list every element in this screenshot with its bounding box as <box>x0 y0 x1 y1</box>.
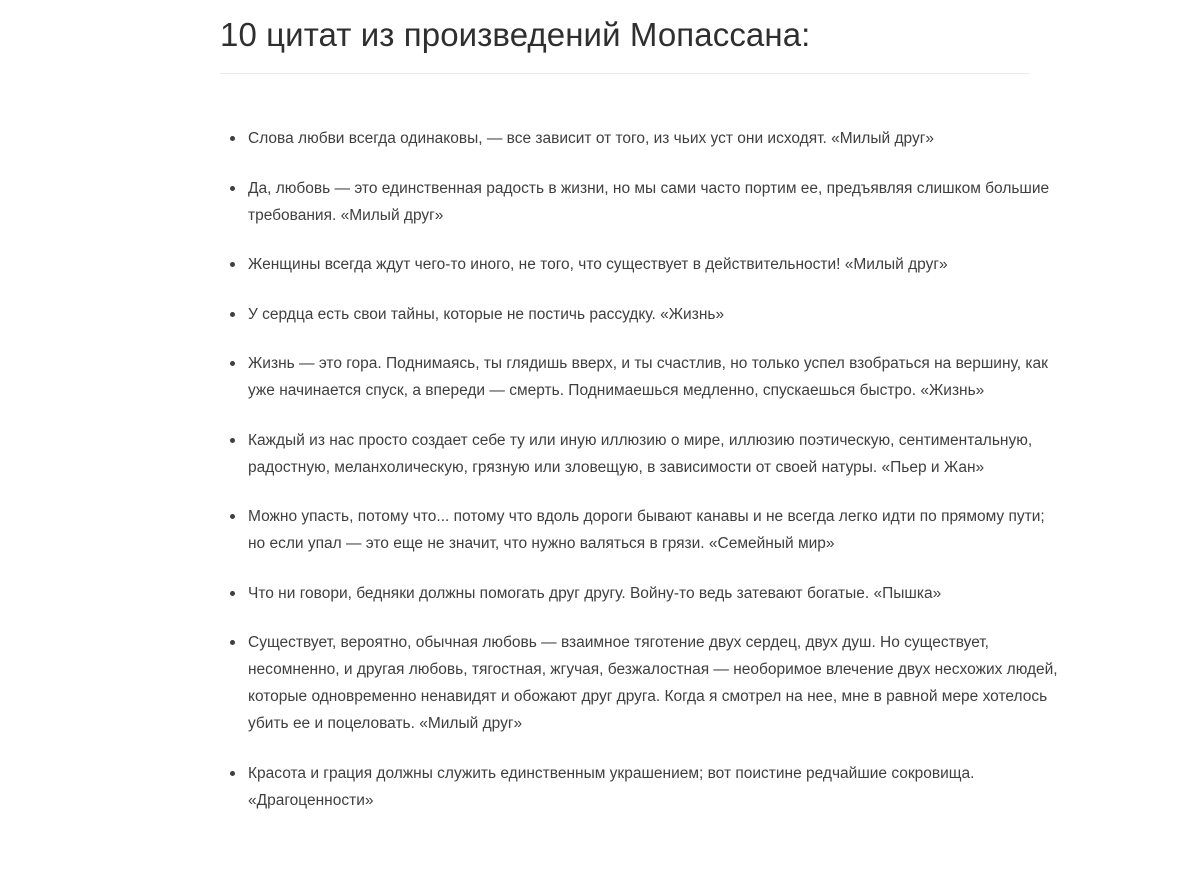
bullet-icon <box>230 591 235 596</box>
bullet-icon <box>230 262 235 267</box>
article <box>220 0 1060 836</box>
list-item <box>220 760 1060 814</box>
quote-text: У сердца есть свои тайны, которые не постичь рассудку. «Жизнь» <box>248 305 725 323</box>
list-item <box>220 175 1060 229</box>
bullet-icon <box>230 312 235 317</box>
bullet-icon <box>230 438 235 443</box>
bullet-icon <box>230 514 235 519</box>
page-title: 10 цитат из произведений Мопассана: <box>220 16 811 53</box>
list-item <box>220 580 1060 607</box>
quote-text: Слова любви всегда одинаковы, — все зависит от того, из чьих уст они исходят. «Милый друг» <box>248 130 934 147</box>
list-item <box>220 125 1060 152</box>
quote-list <box>220 125 1060 814</box>
title-divider <box>220 73 1030 74</box>
list-item <box>220 427 1060 481</box>
list-item <box>220 503 1060 557</box>
quote-text: Да, любовь — это единственная радость в жизни, но мы сами часто портим ее, предъявляя слишком большие требования. «Милый друг» <box>248 179 1050 224</box>
bullet-icon <box>230 771 235 776</box>
list-item <box>220 251 1060 278</box>
quote-text: Существует, вероятно, обычная любовь — взаимное тяготение двух сердец, двух душ. Но существует, несомненно, и другая любовь, тягостная, жгучая, безжалостная — необоримое влечение двух несхожих людей, которые одновременно ненавидят и обожают друг друга. Когда я смотрел на нее, мне в равной мере хотелось убить ее и поцеловать. «Милый друг» <box>248 634 1058 732</box>
bullet-icon <box>230 361 235 366</box>
bullet-icon <box>230 186 235 191</box>
quote-text: Жизнь — это гора. Поднимаясь, ты глядишь вверх, и ты счастлив, но только успел взобраться на вершину, как уже начинается спуск, а впереди — смерть. Поднимаешься медленно, спускаешься быстро. «Жизнь» <box>248 355 1048 399</box>
quote-text: Красота и грация должны служить единственным украшением; вот поистине редчайшие сокровища. «Драгоценности» <box>248 764 975 809</box>
bullet-icon <box>230 136 235 141</box>
list-item <box>220 629 1060 737</box>
list-item <box>220 301 1060 328</box>
quote-text: Что ни говори, бедняки должны помогать друг другу. Войну-то ведь затевают богатые. «Пышка» <box>248 584 942 602</box>
quote-text: Можно упасть, потому что... потому что вдоль дороги бывают канавы и не всегда легко идти по прямому пути; но если упал — это еще не значит, что нужно валяться в грязи. «Семейный мир» <box>248 508 1045 552</box>
quote-text: Женщины всегда ждут чего-то иного, не того, что существует в действительности! «Милый друг» <box>248 256 948 273</box>
quote-text: Каждый из нас просто создает себе ту или иную иллюзию о мире, иллюзию поэтическую, сентиментальную, радостную, меланхолическую, грязную или зловещую, в зависимости от своей натуры. «Пьер и Жан» <box>248 431 1033 476</box>
bullet-icon <box>230 640 235 645</box>
list-item <box>220 350 1060 404</box>
